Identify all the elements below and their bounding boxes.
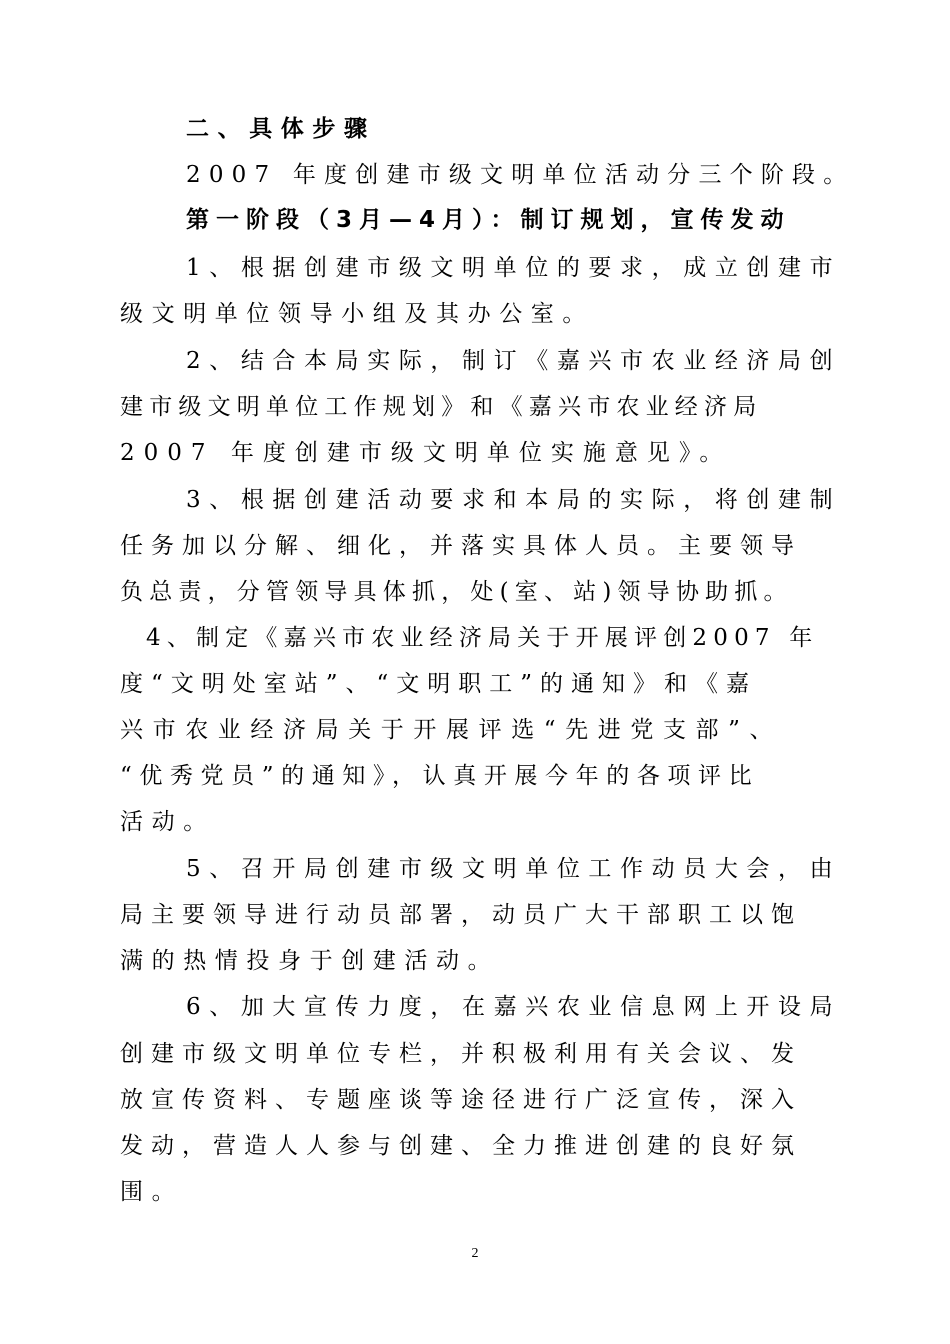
body-line: 任务加以分解、细化，并落实具体人员。主要领导 [120,533,802,559]
section-heading: 二、具体步骤 [186,116,376,142]
body-line: 创建市级文明单位专栏，并积极利用有关会议、发 [120,1041,802,1067]
body-line: “优秀党员”的通知》，认真开展今年的各项评比 [120,763,760,789]
body-line: 满的热情投身于创建活动。 [120,948,500,974]
body-line: 放宣传资料、专题座谈等途径进行广泛宣传，深入 [120,1087,802,1113]
page-number: 2 [471,1246,479,1261]
body-line: 4、制定《嘉兴市农业经济局关于开展评创2007 年 [146,625,819,651]
body-line: 负总责，分管领导具体抓，处(室、站)领导协助抓。 [120,579,793,605]
stage-title: 第一阶段（3月—4月）：制订规划，宣传发动 [186,207,791,233]
body-line: 级文明单位领导小组及其办公室。 [120,301,594,327]
body-line: 3、根据创建活动要求和本局的实际，将创建制 [186,487,842,513]
body-line: 2007 年度创建市级文明单位实施意见》。 [120,440,732,466]
intro-paragraph: 2007 年度创建市级文明单位活动分三个阶段。 [186,162,855,188]
body-line: 发动，营造人人参与创建、全力推进创建的良好氛 [120,1133,802,1159]
body-line: 2、结合本局实际，制订《嘉兴市农业经济局创 [186,348,842,374]
body-line: 1、根据创建市级文明单位的要求，成立创建市 [186,255,842,281]
body-line: 兴市农业经济局关于开展评选“先进党支部”、 [120,717,783,743]
body-line: 围。 [120,1179,184,1205]
body-line: 局主要领导进行动员部署，动员广大干部职工以饱 [120,902,802,928]
body-line: 度“文明处室站”、“文明职工”的通知》和《嘉 [120,671,758,697]
body-line: 6、加大宣传力度，在嘉兴农业信息网上开设局 [186,994,842,1020]
body-line: 活动。 [120,809,215,835]
body-line: 5、召开局创建市级文明单位工作动员大会，由 [186,856,842,882]
body-line: 建市级文明单位工作规划》和《嘉兴市农业经济局 [120,394,763,420]
